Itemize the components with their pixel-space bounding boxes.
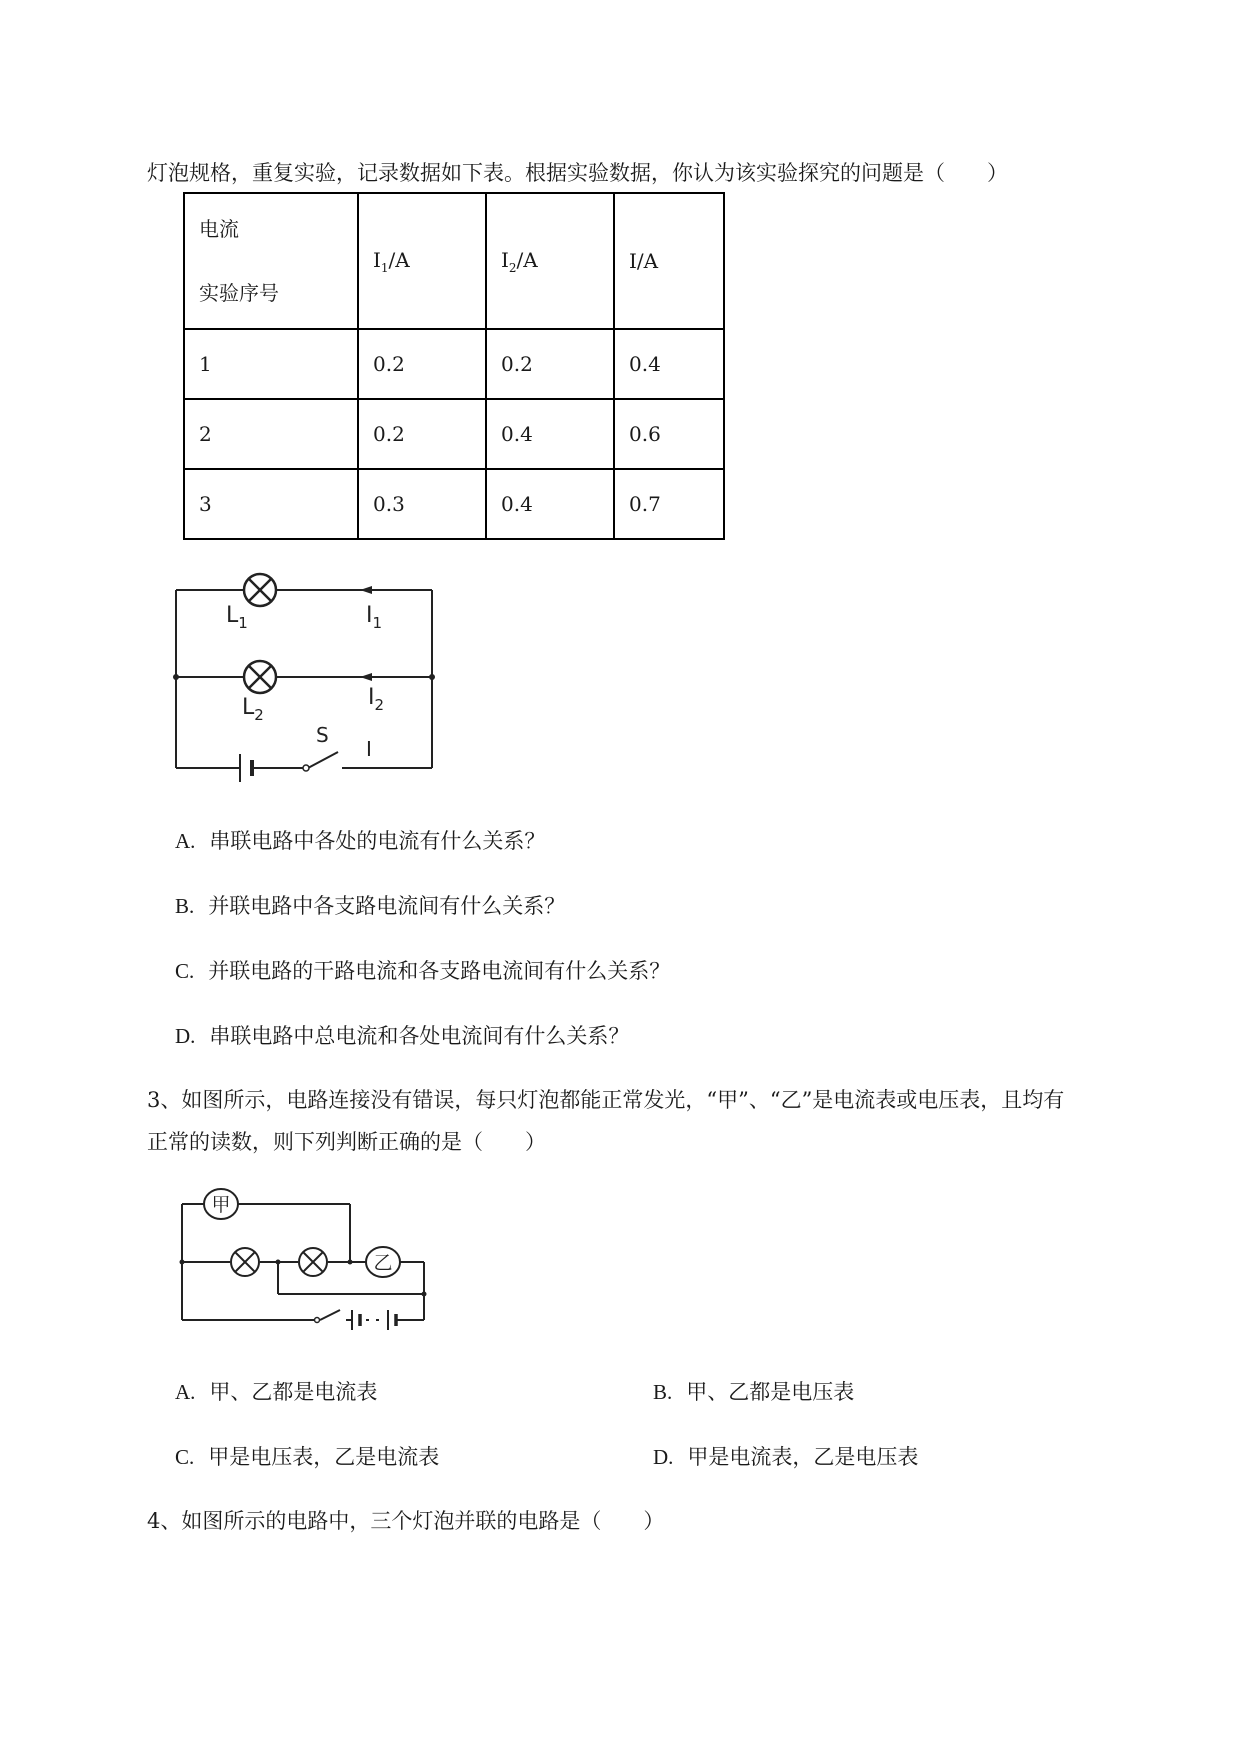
table-cell: 0.2 [358,399,486,469]
meter-circuit-diagram [170,1186,430,1336]
option-text: 甲是电流表，乙是电压表 [687,1445,919,1469]
option-text: 甲、乙都是电流表 [209,1380,378,1404]
q2-option-c[interactable] [175,955,670,985]
lamp-icon [231,1248,259,1276]
q3-option-a[interactable] [175,1376,377,1406]
table-header-i: I/A [614,193,724,329]
q3-option-b[interactable] [653,1376,854,1406]
q3-text-line2: 正常的读数，则下列判断正确的是（ ） [147,1130,546,1154]
data-table [183,192,725,540]
q2-option-d[interactable] [175,1020,629,1050]
svg-text:甲: 甲 [211,1194,231,1216]
table-cell: 0.7 [614,469,724,539]
current-arrow-icon [360,673,372,681]
switch-pivot-icon [315,1318,320,1323]
col2-symbol: I [501,247,509,272]
option-letter: C. [175,959,195,983]
option-text: 串联电路中各处的电流有什么关系？ [209,829,546,853]
option-text: 甲是电压表，乙是电流表 [208,1445,440,1469]
junction-dot [422,1292,427,1297]
q3-text-line1: 3、如图所示，电路连接没有错误，每只灯泡都能正常发光，“甲”、“乙”是电流表或电压表，且均有 [147,1088,1065,1112]
lamp-l1-icon [244,574,276,606]
header-top-label: 电流 [199,217,239,241]
meter-yi-icon [366,1247,400,1277]
option-letter: D. [175,1024,196,1048]
intro-line: 灯泡规格，重复实验，记录数据如下表。根据实验数据，你认为该实验探究的问题是（ ） [147,161,1008,185]
table-row [184,469,724,539]
table-cell: 0.4 [486,469,614,539]
main-current-label: I [366,737,372,761]
table-cell: 0.3 [358,469,486,539]
current-arrow-icon [360,586,372,594]
col2-unit: /A [516,247,538,272]
table-cell: 0.4 [486,399,614,469]
option-letter: A. [175,1380,196,1404]
junction-dot [173,674,179,680]
q2-option-a[interactable] [175,825,545,855]
q3-option-d[interactable] [653,1441,918,1471]
current1-label: $I_1$ [366,603,383,632]
table-row [184,399,724,469]
lamp1-label: $L_1$ [226,603,248,632]
table-cell: 1 [184,329,358,399]
col1-subscript: 1 [380,260,389,275]
q2-option-b[interactable] [175,890,565,920]
table-row [184,329,724,399]
table-header-i2 [486,193,614,329]
q3-option-c[interactable] [175,1441,439,1471]
table-cell: 0.2 [358,329,486,399]
option-letter: D. [653,1445,674,1469]
svg-text:乙: 乙 [373,1252,393,1274]
option-letter: C. [175,1445,195,1469]
junction-dot [348,1260,353,1265]
lamp-icon [299,1248,327,1276]
option-letter: B. [653,1380,673,1404]
table-cell: 0.4 [614,329,724,399]
junction-dot [180,1260,185,1265]
col2-subscript: 2 [508,260,517,275]
table-header-i1 [358,193,486,329]
table-cell: 0.2 [486,329,614,399]
q4-text-line1: 4、如图所示的电路中，三个灯泡并联的电路是（ ） [147,1509,665,1533]
parallel-circuit-diagram [160,570,440,790]
option-text: 并联电路的干路电流和各支路电流间有什么关系？ [208,959,671,983]
meter-jia-icon [204,1189,238,1219]
option-letter: A. [175,829,196,853]
switch-pivot-icon [303,765,309,771]
current2-label: $I_2$ [368,685,385,714]
table-cell: 3 [184,469,358,539]
table-cell: 0.6 [614,399,724,469]
table-header-corner [184,193,358,329]
switch-label: S [316,723,329,747]
table-header-row [184,193,724,329]
lamp2-label: $L_2$ [242,695,264,724]
lamp-l2-icon [244,661,276,693]
col1-symbol: I [373,247,381,272]
option-text: 甲、乙都是电压表 [686,1380,855,1404]
junction-dot [276,1260,281,1265]
col1-unit: /A [388,247,410,272]
junction-dot [429,674,435,680]
table-cell: 2 [184,399,358,469]
option-letter: B. [175,894,195,918]
option-text: 并联电路中各支路电流间有什么关系？ [208,894,566,918]
option-text: 串联电路中总电流和各处电流间有什么关系？ [209,1024,630,1048]
header-bottom-label: 实验序号 [199,281,279,305]
